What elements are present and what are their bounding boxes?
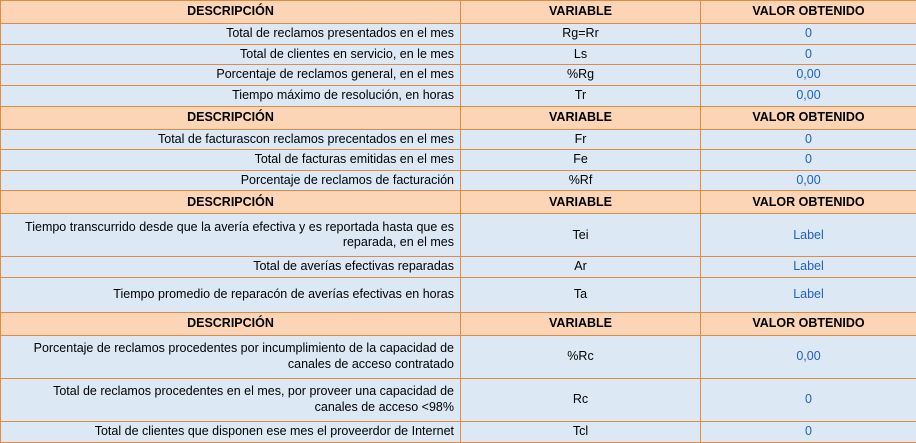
row-description: Porcentaje de reclamos de facturación <box>1 170 461 191</box>
row-description: Total de facturas emitidas en el mes <box>1 150 461 171</box>
row-value[interactable]: 0,00 <box>701 85 916 106</box>
row-variable: Tei <box>461 214 701 257</box>
row-value[interactable]: 0,00 <box>701 170 916 191</box>
row-variable: Tcl <box>461 422 701 443</box>
row-description: Total de clientes que disponen ese mes el proveerdor de Internet <box>1 422 461 443</box>
row-value[interactable]: Label <box>701 278 916 313</box>
row-description: Tiempo transcurrido desde que la avería efectiva y es reportada hasta que es reparada, en el mes <box>1 214 461 257</box>
row-value[interactable]: 0 <box>701 422 916 443</box>
column-header-variable: VARIABLE <box>461 1 701 24</box>
row-variable: Fe <box>461 150 701 171</box>
row-variable: Fr <box>461 129 701 150</box>
row-value[interactable]: 0 <box>701 129 916 150</box>
row-variable: %Rf <box>461 170 701 191</box>
row-value[interactable]: 0,00 <box>701 336 916 379</box>
table-header-row <box>1 1 916 24</box>
table-row <box>1 85 916 106</box>
row-variable: Ta <box>461 278 701 313</box>
table-row <box>1 65 916 86</box>
row-variable: %Rc <box>461 336 701 379</box>
row-variable: Ar <box>461 257 701 278</box>
row-description: Porcentaje de reclamos general, en el mes <box>1 65 461 86</box>
row-value[interactable]: 0 <box>701 379 916 422</box>
row-description: Total de facturascon reclamos precentados en el mes <box>1 129 461 150</box>
row-variable: Ls <box>461 44 701 65</box>
column-header-description: DESCRIPCIÓN <box>1 1 461 24</box>
table-row <box>1 129 916 150</box>
row-description: Total de averías efectivas reparadas <box>1 257 461 278</box>
column-header-variable: VARIABLE <box>461 313 701 336</box>
table-row <box>1 278 916 313</box>
table-row <box>1 150 916 171</box>
table-header-row <box>1 191 916 214</box>
table-row <box>1 257 916 278</box>
table-header-row <box>1 106 916 129</box>
row-description: Total de reclamos presentados en el mes <box>1 24 461 45</box>
row-value[interactable]: 0 <box>701 24 916 45</box>
row-value[interactable]: 0 <box>701 44 916 65</box>
table-row <box>1 44 916 65</box>
table-row <box>1 422 916 443</box>
column-header-variable: VARIABLE <box>461 106 701 129</box>
column-header-description: DESCRIPCIÓN <box>1 106 461 129</box>
column-header-value: VALOR OBTENIDO <box>701 106 916 129</box>
table-row <box>1 214 916 257</box>
row-variable: Rg=Rr <box>461 24 701 45</box>
table-row <box>1 170 916 191</box>
column-header-variable: VARIABLE <box>461 191 701 214</box>
column-header-description: DESCRIPCIÓN <box>1 313 461 336</box>
table-row <box>1 379 916 422</box>
row-value[interactable]: Label <box>701 214 916 257</box>
column-header-value: VALOR OBTENIDO <box>701 191 916 214</box>
row-variable: %Rg <box>461 65 701 86</box>
row-description: Tiempo máximo de resolución, en horas <box>1 85 461 106</box>
column-header-value: VALOR OBTENIDO <box>701 313 916 336</box>
table-header-row <box>1 313 916 336</box>
row-value[interactable]: Label <box>701 257 916 278</box>
table-row <box>1 24 916 45</box>
row-description: Total de reclamos procedentes en el mes, por proveer una capacidad de canales de acceso <98% <box>1 379 461 422</box>
table-row <box>1 336 916 379</box>
row-description: Total de clientes en servicio, en le mes <box>1 44 461 65</box>
column-header-description: DESCRIPCIÓN <box>1 191 461 214</box>
row-variable: Rc <box>461 379 701 422</box>
row-value[interactable]: 0,00 <box>701 65 916 86</box>
row-description: Porcentaje de reclamos procedentes por incumplimiento de la capacidad de canales de acceso contratado <box>1 336 461 379</box>
row-variable: Tr <box>461 85 701 106</box>
row-value[interactable]: 0 <box>701 150 916 171</box>
row-description: Tiempo promedio de reparacón de averías efectivas en horas <box>1 278 461 313</box>
column-header-value: VALOR OBTENIDO <box>701 1 916 24</box>
